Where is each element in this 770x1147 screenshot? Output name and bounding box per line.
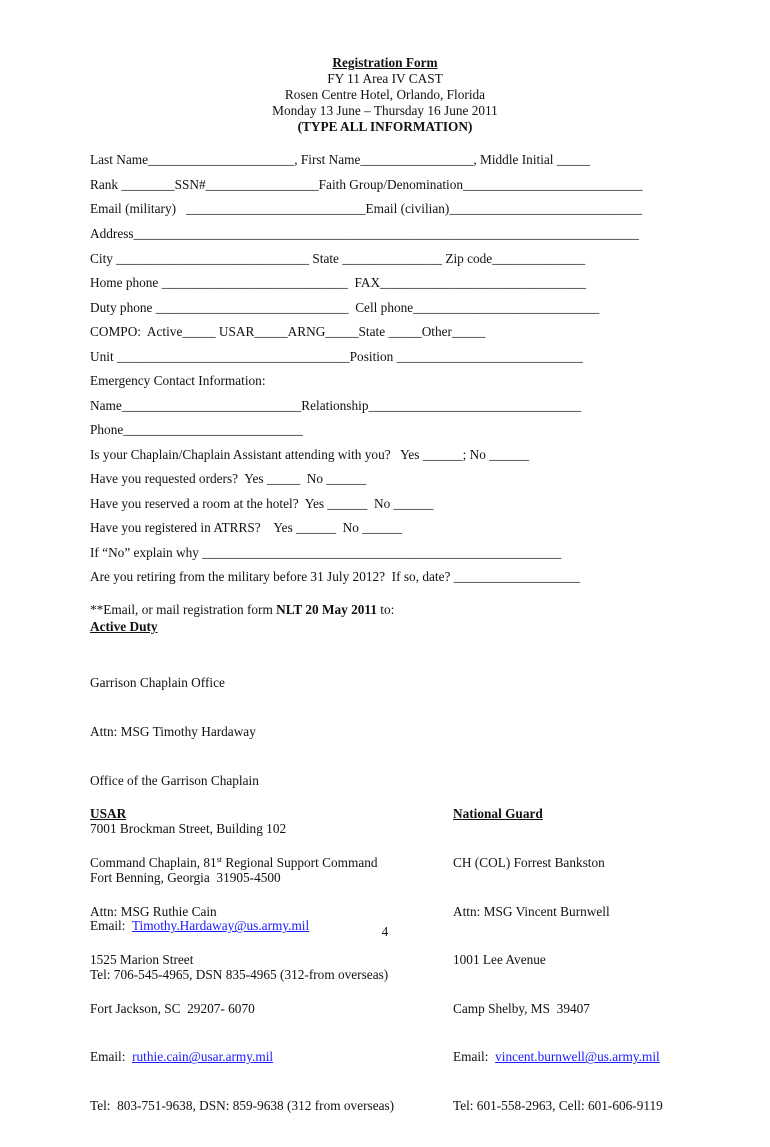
instructions-suffix: to: [376,602,395,617]
address-line: 1525 Marion Street [90,952,194,968]
email-label: Email: [90,918,132,934]
compo-fields[interactable]: COMPO: Active_____ USAR_____ARNG_____State _____Other_____ [90,324,486,339]
email-label: Email: [453,1049,496,1065]
city-state-zip-fields[interactable]: City _____________________________ State _______________ Zip code______________ [90,251,586,266]
emergency-contact-heading: Emergency Contact Information: [90,373,266,388]
form-title: Registration Form [332,55,438,70]
orders-question[interactable]: Have you requested orders? Yes _____ No ______ [90,471,367,486]
event-name: FY 11 Area IV CAST [327,71,443,86]
hotel-room-question[interactable]: Have you reserved a room at the hotel? Yes ______ No ______ [90,496,434,511]
emergency-phone-field[interactable]: Phone___________________________ [90,422,303,437]
address-line: Attn: MSG Ruthie Cain [90,903,217,919]
address-line: Fort Benning, Georgia 31905-4500 [90,869,281,885]
instructions-prefix: **Email, or mail registration form [90,602,277,617]
address-line: Office of the Garrison Chaplain [90,772,259,788]
active-duty-phone: Tel: 706-545-4965, DSN 835-4965 (312-from overseas) [90,967,389,983]
deadline: NLT 20 May 2011 [276,602,377,617]
page-number: 4 [381,924,389,939]
active-duty-heading: Active Duty [90,619,158,634]
active-duty-email-link[interactable]: Timothy.Hardaway@us.army.mil [131,918,310,934]
form-header [0,55,770,135]
name-fields[interactable]: Last Name______________________, First Name_________________, Middle Initial _____ [90,152,591,167]
usar-phone: Tel: 803-751-9638, DSN: 859-9638 (312 from overseas) [90,1098,395,1114]
atrrs-question[interactable]: Have you registered in ATRRS? Yes ______ No ______ [90,520,403,535]
national-guard-heading: National Guard [453,806,543,822]
national-guard-email-link[interactable]: vincent.burnwell@us.army.mil [495,1049,660,1065]
duty-cell-phone-fields[interactable]: Duty phone _____________________________ Cell phone____________________________ [90,300,600,315]
ordinal-suffix: st [216,855,223,865]
type-all-note: (TYPE ALL INFORMATION) [297,119,473,134]
usar-command-line [90,855,394,871]
address-line: 1001 Lee Avenue [453,952,546,968]
address-line: Camp Shelby, MS 39407 [453,1000,590,1016]
usar-heading: USAR [90,806,127,822]
address-field[interactable]: Address____________________________________________________________________________ [90,226,639,241]
national-guard-email-row [453,1049,663,1065]
assistant-attending-question[interactable]: Is your Chaplain/Chaplain Assistant attending with you? Yes ______; No ______ [90,447,530,462]
event-dates: Monday 13 June – Thursday 16 June 2011 [272,103,498,118]
address-line: Fort Jackson, SC 29207- 6070 [90,1000,255,1016]
address-line: 7001 Brockman Street, Building 102 [90,821,287,837]
email-label: Email: [90,1049,133,1065]
address-line: CH (COL) Forrest Bankston [453,855,605,871]
explain-why-field[interactable]: If “No” explain why ______________________________________________________ [90,545,562,560]
address-line: Attn: MSG Vincent Burnwell [453,903,610,919]
email-fields[interactable]: Email (military) ___________________________Email (civilian)_____________________________ [90,201,643,216]
usar-contact [90,774,394,1147]
address-line: Attn: MSG Timothy Hardaway [90,724,256,740]
retiring-question[interactable]: Are you retiring from the military before 31 July 2012? If so, date? ___________________ [90,569,581,584]
submission-instructions [90,602,394,618]
national-guard-contact [453,774,663,1147]
command-text: Command Chaplain, 81 [90,855,217,871]
unit-position-fields[interactable]: Unit ___________________________________Position ____________________________ [90,349,583,364]
usar-email-row [90,1049,394,1065]
address-line: Garrison Chaplain Office [90,675,225,691]
event-venue: Rosen Centre Hotel, Orlando, Florida [284,87,486,102]
command-text-rest: Regional Support Command [222,855,378,871]
rank-ssn-faith-fields[interactable]: Rank ________SSN#_________________Faith Group/Denomination___________________________ [90,177,643,192]
usar-email-link[interactable]: ruthie.cain@usar.army.mil [132,1049,274,1065]
emergency-name-relationship-fields[interactable]: Name___________________________Relationship________________________________ [90,398,582,413]
national-guard-phone: Tel: 601-558-2963, Cell: 601-606-9119 [453,1098,663,1114]
home-phone-fax-fields[interactable]: Home phone ____________________________ FAX_______________________________ [90,275,587,290]
